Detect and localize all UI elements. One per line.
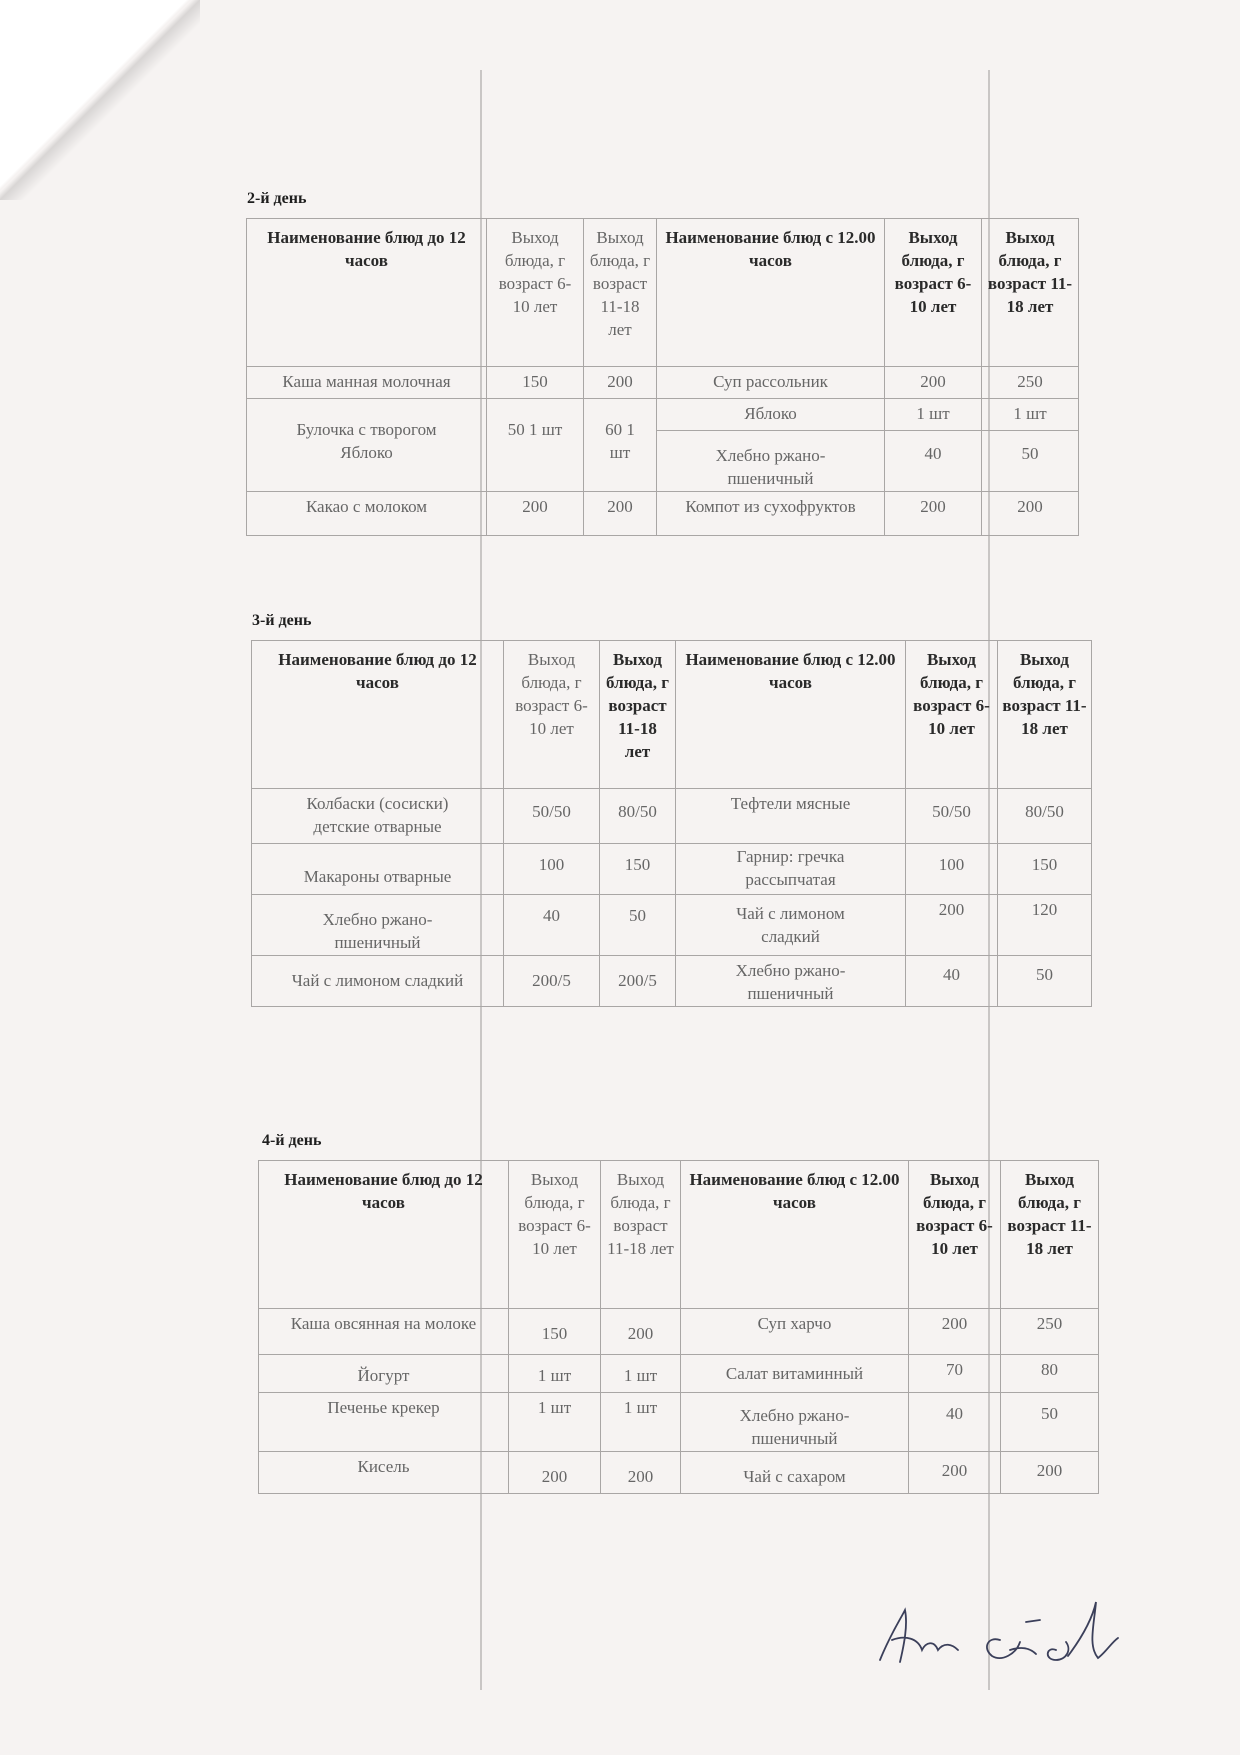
header-yield-6-10: Выход блюда, г возраст 6-10 лет	[487, 219, 584, 367]
cell: 1 шт	[601, 1355, 681, 1393]
cell: Суп харчо	[681, 1309, 909, 1355]
header-dish-before-12: Наименование блюд до 12 часов	[252, 641, 504, 789]
day-3-menu-table	[251, 640, 1092, 1007]
table-header-row	[247, 219, 1079, 367]
header-yield-11-18: Выход блюда, г возраст 11-18 лет	[998, 641, 1092, 789]
day-3-title: 3-й день	[252, 612, 312, 629]
day-4-title: 4-й день	[262, 1132, 322, 1149]
cell: Чай с лимоном сладкий	[252, 955, 504, 1006]
header-dish-after-12: Наименование блюд с 12.00 часов	[676, 641, 906, 789]
cell: Гарнир: гречка рассыпчатая	[676, 843, 906, 894]
cell: Какао с молоком	[247, 491, 487, 535]
cell: Чай с лимоном сладкий	[676, 894, 906, 955]
cell: Хлебно ржано-пшеничный	[676, 955, 906, 1006]
cell: 1 шт	[509, 1392, 601, 1451]
cell: 250	[1001, 1309, 1099, 1355]
table-row	[259, 1309, 1099, 1355]
cell: 200	[601, 1309, 681, 1355]
table-row	[252, 789, 1092, 844]
header-dish-before-12: Наименование блюд до 12 часов	[247, 219, 487, 367]
cell: 50	[1001, 1392, 1099, 1451]
header-yield-6-10: Выход блюда, г возраст 6-10 лет	[885, 219, 982, 367]
cell: Макароны отварные	[252, 843, 504, 894]
table-row	[247, 491, 1079, 535]
header-yield-6-10: Выход блюда, г возраст 6-10 лет	[909, 1161, 1001, 1309]
header-dish-after-12: Наименование блюд с 12.00 часов	[681, 1161, 909, 1309]
cell: 200	[1001, 1451, 1099, 1493]
cell: Печенье крекер	[259, 1392, 509, 1451]
cell: 50	[600, 894, 676, 955]
table-row	[252, 894, 1092, 955]
cell: Салат витаминный	[681, 1355, 909, 1393]
cell: 40	[504, 894, 600, 955]
cell: 1 шт	[601, 1392, 681, 1451]
cell: 200	[601, 1451, 681, 1493]
cell: 40	[909, 1392, 1001, 1451]
cell: 200	[487, 491, 584, 535]
cell: Хлебно ржано-пшеничный	[657, 431, 885, 492]
table-row	[259, 1392, 1099, 1451]
cell: Булочка с творогом Яблоко	[247, 399, 487, 492]
cell: Хлебно ржано-пшеничный	[252, 894, 504, 955]
cell: Компот из сухофруктов	[657, 491, 885, 535]
cell: 60 1 шт	[584, 399, 657, 492]
cell: 200/5	[600, 955, 676, 1006]
cell: 200	[909, 1309, 1001, 1355]
cell: 50	[982, 431, 1079, 492]
cell: 120	[998, 894, 1092, 955]
cell: 50/50	[504, 789, 600, 844]
cell: Колбаски (сосиски) детские отварные	[252, 789, 504, 844]
cell: 40	[885, 431, 982, 492]
table-row	[259, 1451, 1099, 1493]
table-header-row	[259, 1161, 1099, 1309]
table-row	[259, 1355, 1099, 1393]
cell: Йогурт	[259, 1355, 509, 1393]
cell: 100	[906, 843, 998, 894]
cell: 1 шт	[982, 399, 1079, 431]
cell: Тефтели мясные	[676, 789, 906, 844]
table-row	[252, 843, 1092, 894]
cell: 40	[906, 955, 998, 1006]
cell: 200/5	[504, 955, 600, 1006]
cell: 1 шт	[509, 1355, 601, 1393]
cell: 200	[982, 491, 1079, 535]
header-yield-11-18: Выход блюда, г возраст 11-18 лет	[601, 1161, 681, 1309]
cell: 50/50	[906, 789, 998, 844]
header-yield-11-18: Выход блюда, г возраст 11-18 лет	[982, 219, 1079, 367]
cell: 200	[584, 367, 657, 399]
table-row	[247, 399, 1079, 431]
cell: 250	[982, 367, 1079, 399]
cell: 50 1 шт	[487, 399, 584, 492]
cell: 80	[1001, 1355, 1099, 1393]
cell: Чай с сахаром	[681, 1451, 909, 1493]
day-2-menu-table	[246, 218, 1079, 536]
cell: Хлебно ржано-пшеничный	[681, 1392, 909, 1451]
day-4-menu-table	[258, 1160, 1099, 1494]
cell: 1 шт	[885, 399, 982, 431]
header-yield-6-10: Выход блюда, г возраст 6-10 лет	[906, 641, 998, 789]
header-yield-6-10: Выход блюда, г возраст 6-10 лет	[504, 641, 600, 789]
header-yield-11-18: Выход блюда, г возраст 11-18 лет	[600, 641, 676, 789]
header-dish-after-12: Наименование блюд с 12.00 часов	[657, 219, 885, 367]
cell: 200	[584, 491, 657, 535]
cell: Каша манная молочная	[247, 367, 487, 399]
cell: 150	[487, 367, 584, 399]
cell: 70	[909, 1355, 1001, 1393]
cell: 150	[998, 843, 1092, 894]
table-row	[252, 955, 1092, 1006]
cell: 150	[509, 1309, 601, 1355]
cell: 200	[885, 491, 982, 535]
cell: 80/50	[998, 789, 1092, 844]
cell: 200	[885, 367, 982, 399]
cell: 200	[509, 1451, 601, 1493]
cell: Кисель	[259, 1451, 509, 1493]
handwritten-signature	[860, 1580, 1180, 1670]
cell: 100	[504, 843, 600, 894]
cell: Суп рассольник	[657, 367, 885, 399]
cell: 200	[909, 1451, 1001, 1493]
cell: Каша овсянная на молоке	[259, 1309, 509, 1355]
cell: 150	[600, 843, 676, 894]
cell: 80/50	[600, 789, 676, 844]
cell: 200	[906, 894, 998, 955]
fold-shadow	[0, 0, 200, 200]
day-2-title: 2-й день	[247, 190, 307, 207]
header-yield-6-10: Выход блюда, г возраст 6-10 лет	[509, 1161, 601, 1309]
cell: 50	[998, 955, 1092, 1006]
cell: Яблоко	[657, 399, 885, 431]
header-yield-11-18: Выход блюда, г возраст 11-18 лет	[1001, 1161, 1099, 1309]
table-header-row	[252, 641, 1092, 789]
header-yield-11-18: Выход блюда, г возраст 11-18 лет	[584, 219, 657, 367]
table-row	[247, 367, 1079, 399]
header-dish-before-12: Наименование блюд до 12 часов	[259, 1161, 509, 1309]
